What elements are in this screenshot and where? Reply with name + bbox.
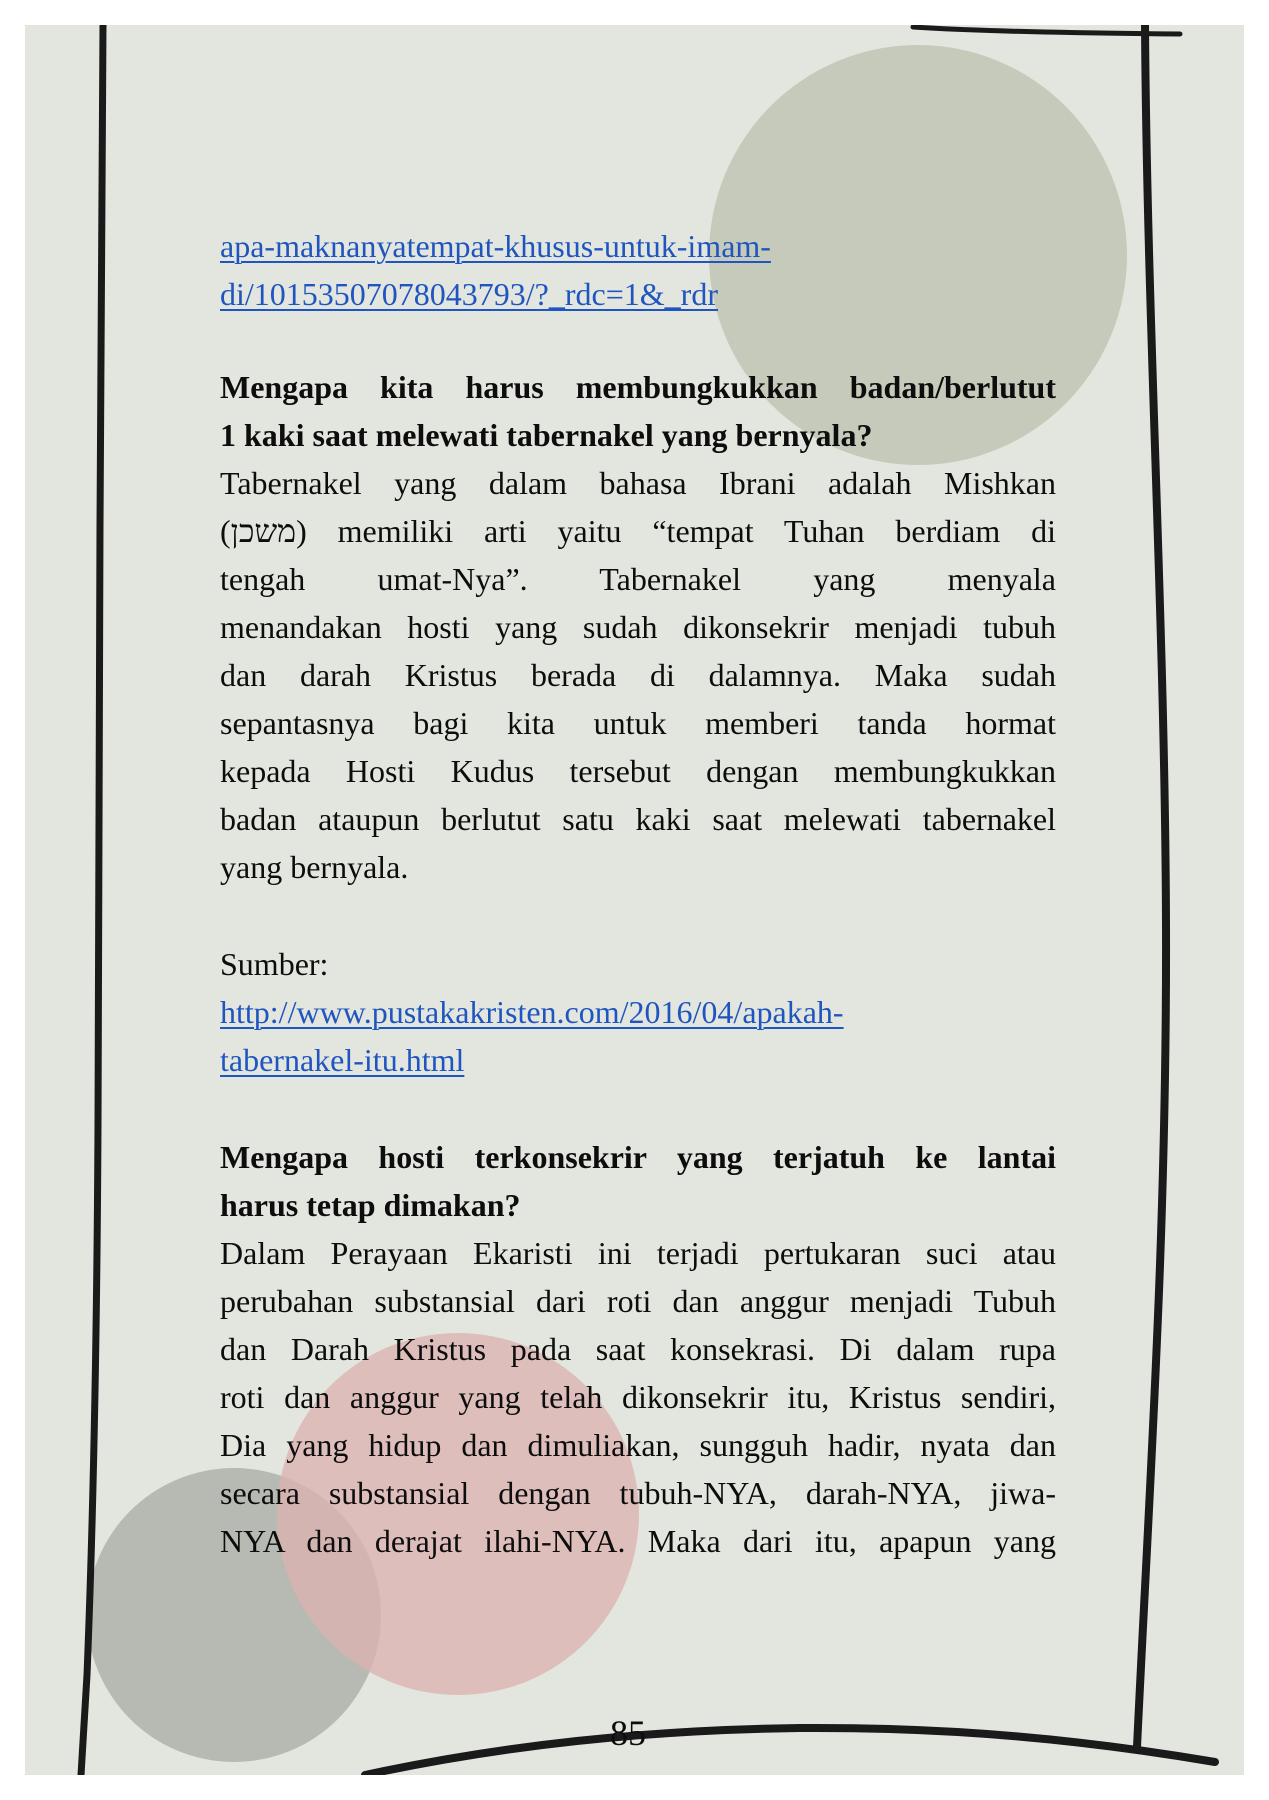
- body-line: sepantasnya bagi kita untuk memberi tanda hormat: [220, 705, 1056, 741]
- reference-link-line-1[interactable]: apa-maknanyatempat-khusus-untuk-imam-: [220, 228, 771, 264]
- body-line: dan Darah Kristus pada saat konsekrasi. Di dalam rupa: [220, 1331, 1056, 1367]
- reference-link-top[interactable]: [220, 222, 1056, 318]
- body-line: Tabernakel yang dalam bahasa Ibrani adalah Mishkan: [220, 465, 1056, 501]
- section-2-body: [220, 1229, 1056, 1565]
- source-link-line-2[interactable]: tabernakel-itu.html: [220, 1042, 465, 1078]
- body-line: perubahan substansial dari roti dan anggur menjadi Tubuh: [220, 1283, 1056, 1319]
- heading-line: Mengapa hosti terkonsekrir yang terjatuh ke lantai: [220, 1139, 1056, 1175]
- body-line: badan ataupun berlutut satu kaki saat melewati tabernakel: [220, 801, 1056, 837]
- heading-line: harus tetap dimakan?: [220, 1187, 521, 1223]
- heading-line: 1 kaki saat melewati tabernakel yang bernyala?: [220, 417, 873, 453]
- source-link-line-1[interactable]: http://www.pustakakristen.com/2016/04/apakah-: [220, 994, 844, 1030]
- heading-line: Mengapa kita harus membungkukkan badan/berlutut: [220, 369, 1056, 405]
- source-block: [220, 940, 1056, 1084]
- body-line: dan darah Kristus berada di dalamnya. Maka sudah: [220, 657, 1056, 693]
- reference-link-line-2[interactable]: di/10153507078043793/?_rdc=1&_rdr: [220, 276, 718, 312]
- body-line: Dia yang hidup dan dimuliakan, sungguh hadir, nyata dan: [220, 1427, 1056, 1463]
- document-page: [25, 25, 1244, 1775]
- body-line: yang bernyala.: [220, 849, 409, 885]
- body-line: (משכן) memiliki arti yaitu “tempat Tuhan berdiam di: [220, 513, 1056, 549]
- section-2-heading: [220, 1133, 1056, 1229]
- body-line: Dalam Perayaan Ekaristi ini terjadi pertukaran suci atau: [220, 1235, 1056, 1271]
- body-line: tengah umat-Nya”. Tabernakel yang menyala: [220, 561, 1056, 597]
- section-1-body: [220, 459, 1056, 891]
- page-number: 85: [610, 1713, 646, 1753]
- body-line: menandakan hosti yang sudah dikonsekrir menjadi tubuh: [220, 609, 1056, 645]
- body-line: kepada Hosti Kudus tersebut dengan membungkukkan: [220, 753, 1056, 789]
- body-line: roti dan anggur yang telah dikonsekrir itu, Kristus sendiri,: [220, 1379, 1056, 1415]
- section-1-heading: [220, 363, 1056, 459]
- body-line: secara substansial dengan tubuh-NYA, darah-NYA, jiwa-: [220, 1475, 1056, 1511]
- source-label: Sumber:: [220, 946, 329, 982]
- body-line: NYA dan derajat ilahi-NYA. Maka dari itu, apapun yang: [220, 1523, 1056, 1559]
